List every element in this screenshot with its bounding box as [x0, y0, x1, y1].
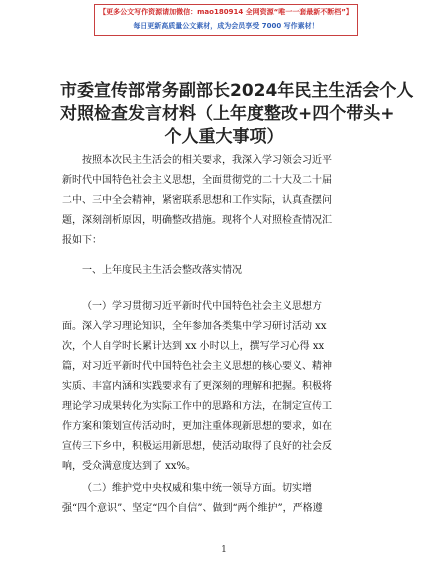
section-heading [62, 261, 390, 281]
title-line: 市委宣传部常务副部长2024年民主生活会个人 [60, 81, 414, 101]
paragraph-line: 二中、三中全会精神，紧密联系思想和工作实际，认真查摆问 [62, 195, 332, 206]
paragraph-line: 报如下： [62, 235, 102, 246]
promo-banner-line-2: 每日更新高质量公文素材，成为会员享受 7000 写作素材！ [133, 22, 319, 30]
paragraph-line: 次，个人自学时长累计达到 xx 小时以上，撰写学习心得 xx [62, 341, 325, 352]
paragraph-line: （二）维护党中央权威和集中统一领导方面。切实增 [82, 483, 312, 494]
paragraph-line: 宣传三下乡中，积极运用新思想，使活动取得了良好的社会反 [62, 441, 332, 452]
paragraph-line: 响，受众满意度达到了 xx%。 [62, 461, 196, 472]
paragraph-line: 面。深入学习理论知识，全年参加各类集中学习研讨活动 xx [62, 321, 327, 332]
page-number: 1 [221, 545, 227, 555]
item-paragraph-2 [62, 479, 390, 519]
paragraph-line: 理论学习成果转化为实际工作中的思路和方法，在制定宣传工 [62, 401, 332, 412]
title-line: 个人重大事项） [164, 127, 284, 147]
item-paragraph-1 [62, 297, 390, 477]
intro-paragraph [62, 151, 390, 251]
paragraph-line: （一）学习贯彻习近平新时代中国特色社会主义思想方 [82, 301, 322, 312]
title-line: 对照检查发言材料（上年度整改+四个带头+ [60, 104, 395, 124]
document-title [60, 80, 414, 149]
paragraph-line: 作方案和策划宣传活动时，更加注重体现新思想的要求，如在 [62, 421, 332, 432]
paragraph-line: 篇，对习近平新时代中国特色社会主义思想的核心要义、精神 [62, 361, 332, 372]
paragraph-line: 按照本次民主生活会的相关要求，我深入学习领会习近平 [82, 155, 332, 166]
section-heading-text: 一、上年度民主生活会整改落实情况 [82, 265, 242, 276]
paragraph-line: 强“四个意识”、坚定“四个自信”、做到“两个维护”，严格遵 [62, 503, 323, 514]
paragraph-line: 实质、丰富内涵和实践要求有了更深刻的理解和把握。积极将 [62, 381, 332, 392]
paragraph-line: 题，深刻剖析原因，明确整改措施。现将个人对照检查情况汇 [62, 215, 332, 226]
paragraph-line: 新时代中国特色社会主义思想，全面贯彻党的二十大及二十届 [62, 175, 332, 186]
promo-banner-line-1: 【更多公文写作资源请加微信：mao180914 全网资源“唯一一套最新不断档”】 [99, 8, 353, 16]
promo-banner [94, 4, 358, 36]
